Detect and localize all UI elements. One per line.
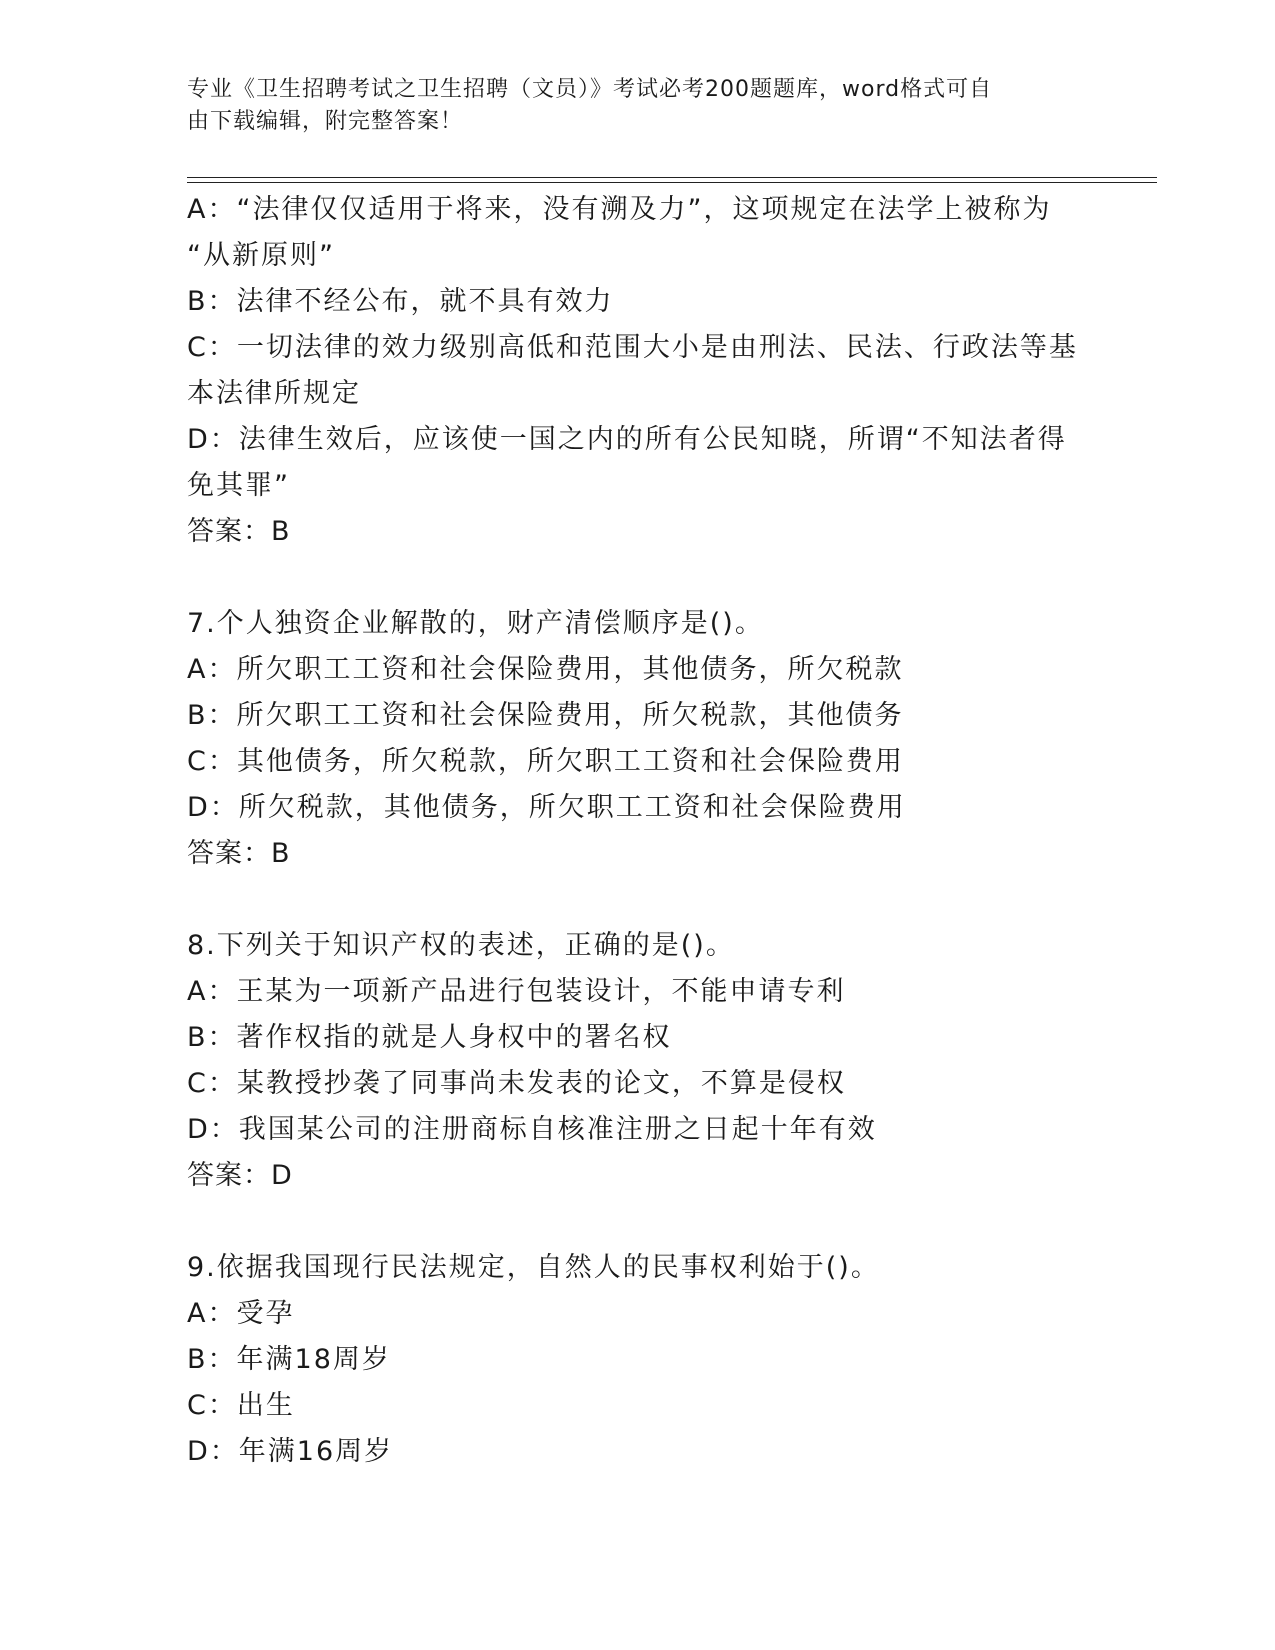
option-a: A：王某为一项新产品进行包装设计，不能申请专利 [187,976,846,1007]
header-rule-bottom [187,182,1157,183]
header-rule-top [187,177,1157,178]
option-c: C：一切法律的效力级别高低和范围大小是由刑法、民法、行政法等基 [187,332,1078,363]
option-b: B：所欠职工工资和社会保险费用，所欠税款，其他债务 [187,700,904,731]
option-d: D：法律生效后，应该使一国之内的所有公民知晓，所谓“不知法者得 [187,424,1067,455]
option-c: C：其他债务，所欠税款，所欠职工工资和社会保险费用 [187,746,904,777]
question-8 [187,923,1087,1199]
option-d: D：我国某公司的注册商标自核准注册之日起十年有效 [187,1114,877,1145]
question-text: 8.下列关于知识产权的表述，正确的是()。 [187,930,735,961]
spacer [187,877,1087,923]
question-6 [187,187,1087,555]
answer-label: 答案：B [187,516,291,547]
option-c: C：出生 [187,1390,295,1421]
header-line-1: 专业《卫生招聘考试之卫生招聘（文员）》考试必考200题题库，word格式可自 [187,77,993,102]
option-a: A：所欠职工工资和社会保险费用，其他债务，所欠税款 [187,654,904,685]
answer-label: 答案：B [187,838,291,869]
option-c-continuation: 本法律所规定 [187,378,361,409]
question-7 [187,601,1087,877]
spacer [187,555,1087,601]
header-line-2: 由下载编辑，附完整答案！ [187,109,464,134]
option-a: A：受孕 [187,1298,295,1329]
question-9 [187,1245,1087,1475]
option-b: B：法律不经公布，就不具有效力 [187,286,614,317]
option-b: B：著作权指的就是人身权中的署名权 [187,1022,672,1053]
spacer [187,1199,1087,1245]
document-header [187,74,1087,138]
option-d: D：所欠税款，其他债务，所欠职工工资和社会保险费用 [187,792,906,823]
question-text: 7.个人独资企业解散的，财产清偿顺序是()。 [187,608,764,639]
option-d-continuation: 免其罪” [187,470,290,501]
option-b: B：年满18周岁 [187,1344,391,1375]
option-a-continuation: “从新原则” [187,240,335,271]
option-d: D：年满16周岁 [187,1436,394,1467]
answer-label: 答案：D [187,1160,293,1191]
question-text: 9.依据我国现行民法规定，自然人的民事权利始于()。 [187,1252,880,1283]
option-a: A：“法律仅仅适用于将来，没有溯及力”，这项规定在法学上被称为 [187,194,1052,225]
option-c: C：某教授抄袭了同事尚未发表的论文，不算是侵权 [187,1068,846,1099]
question-list [187,187,1087,1475]
